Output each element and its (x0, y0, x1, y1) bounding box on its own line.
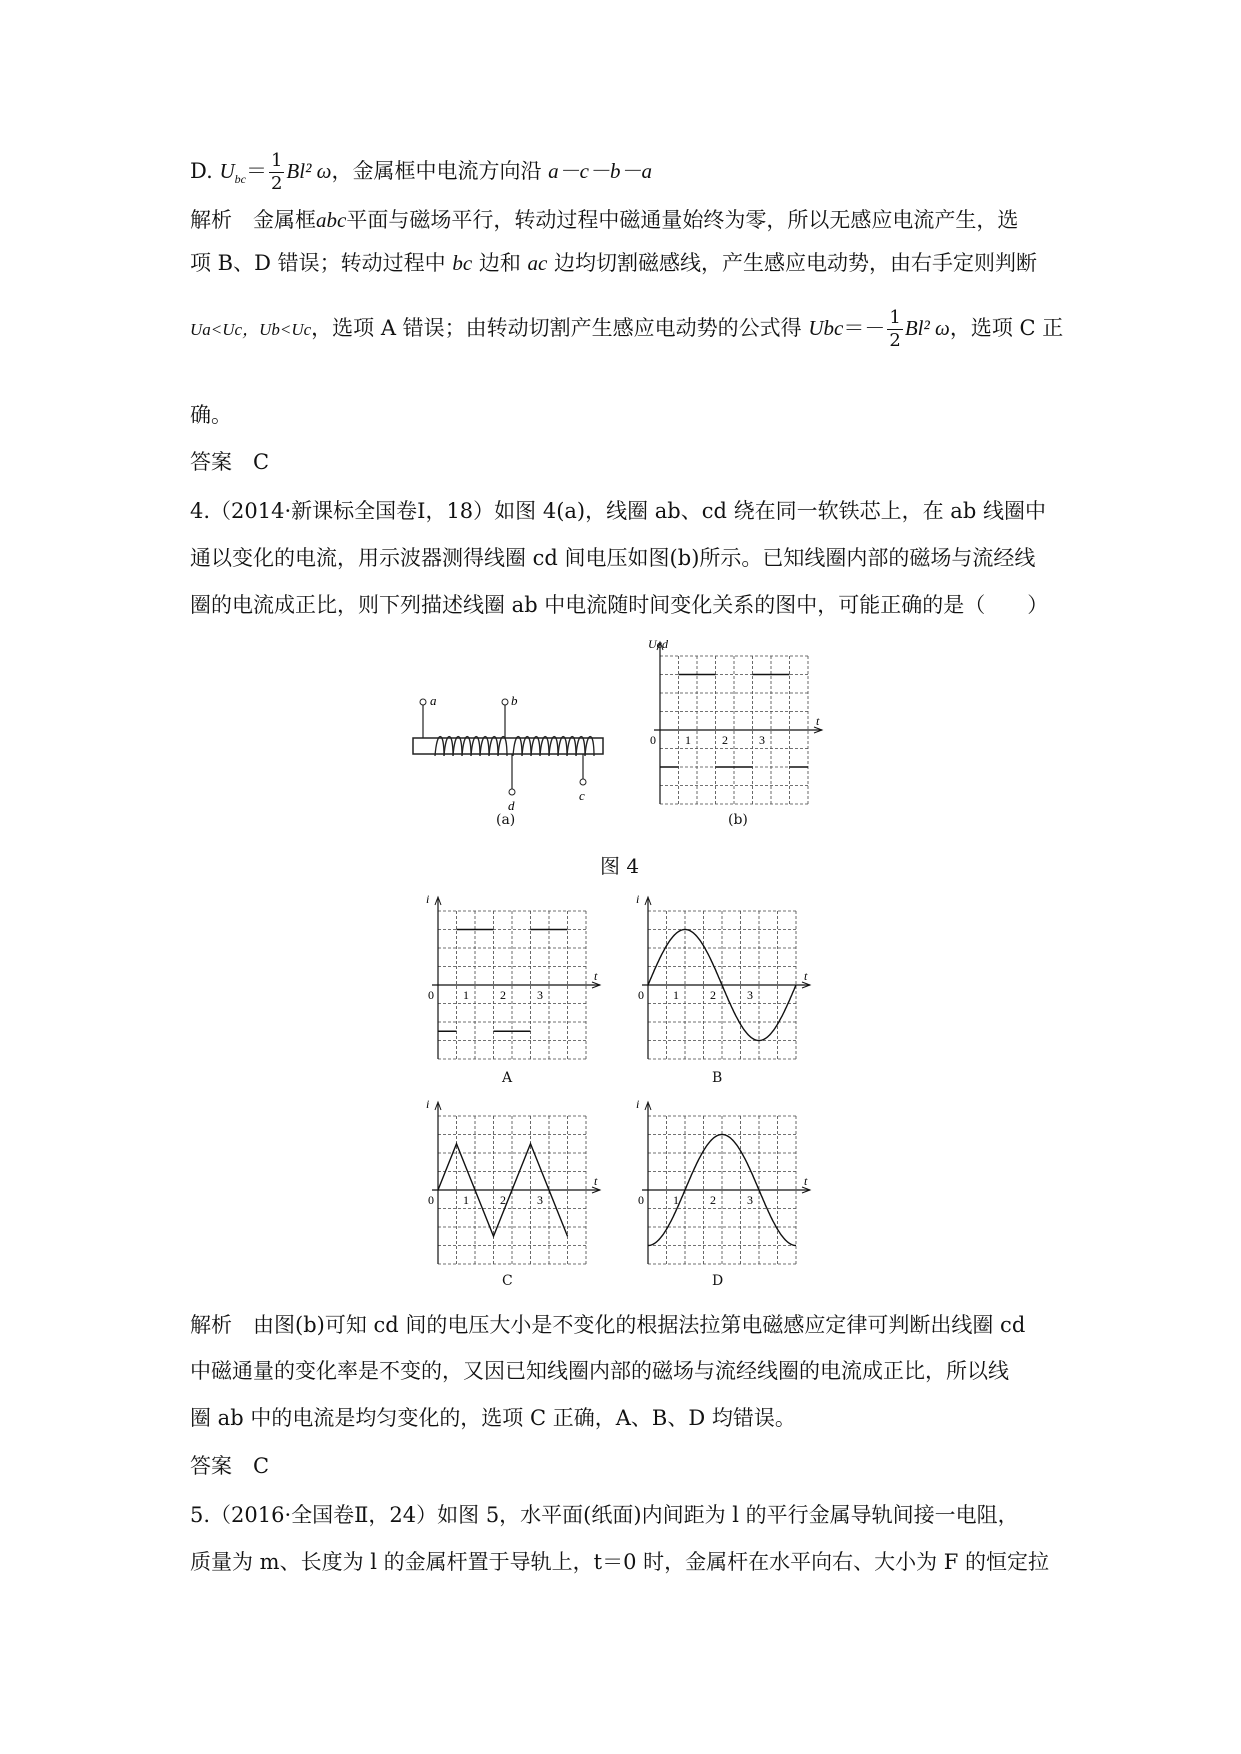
answer-label: 答案 (190, 450, 232, 474)
tick-label: 3 (537, 988, 543, 1002)
text: abc (316, 208, 347, 232)
coil-turn (549, 737, 558, 757)
y-axis-label: i (636, 1097, 640, 1111)
y-axis-label: i (426, 892, 430, 906)
coil-turn (576, 737, 585, 757)
option-graph-a (420, 892, 605, 1060)
coil-turn (522, 737, 531, 757)
text: ，选项 C 正 (949, 316, 1064, 340)
coil-label-c: c (579, 788, 585, 803)
x-axis-label: t (804, 1174, 808, 1188)
option-label-b: B (712, 1070, 723, 1086)
tick-label: 3 (537, 1193, 543, 1207)
q4-line3: 圈的电流成正比，则下列描述线圈 ab 中电流随时间变化关系的图中，可能正确的是（ ） (190, 593, 1049, 617)
coil-label-a: a (430, 693, 437, 708)
coil-turn (558, 737, 567, 757)
option-label-c: C (502, 1273, 513, 1289)
answer3 (190, 447, 269, 477)
figure-4b-label: (b) (728, 812, 748, 828)
q5-line1: 5.（2016·全国卷Ⅱ，24）如图 5，水平面(纸面)内间距为 l 的平行金属导轨间接一电阻， (190, 1503, 1019, 1527)
option-label-d: D (712, 1273, 724, 1289)
coil-turn (480, 737, 489, 757)
origin-label: 0 (638, 1193, 644, 1207)
text: 金属框 (253, 208, 316, 232)
tick-label: 2 (710, 988, 716, 1002)
analysis4-line3: 圈 ab 中的电流是均匀变化的，选项 C 正确，A、B、D 均错误。 (190, 1406, 796, 1430)
option-label-a: A (502, 1070, 513, 1086)
x-axis-label: t (816, 714, 820, 728)
text: 边和 (478, 251, 521, 275)
option-d-fraction: $\frac{1}{2}$ (270, 150, 283, 194)
coil-turn (435, 737, 444, 757)
analysis4-line2: 中磁通量的变化率是不变的，又因已知线圈内部的磁场与流经线圈的电流成正比，所以线 (190, 1359, 1009, 1383)
analysis-label: 解析 (190, 208, 232, 232)
text: Ubc (808, 316, 844, 340)
coil-turn (513, 737, 522, 757)
analysis3-line2 (190, 248, 1037, 278)
answer4 (190, 1451, 269, 1481)
analysis3-line4: 确。 (190, 403, 232, 427)
option-d-u: U (219, 159, 235, 183)
figure-4-caption: 图 4 (600, 854, 640, 878)
tick-label: 3 (759, 733, 765, 747)
coil-turn (453, 737, 462, 757)
q4-line2: 通以变化的电流，用示波器测得线圈 cd 间电压如图(b)所示。已知线圈内部的磁场与流经线 (190, 546, 1036, 570)
analysis-label: 解析 (190, 1313, 232, 1337)
coil-label-b: b (511, 693, 518, 708)
figure-4a-label: (a) (496, 812, 516, 828)
option-d-u-sub: bc (234, 172, 246, 186)
y-axis-label: i (636, 892, 640, 906)
option-graph-c (420, 1097, 605, 1265)
text: 项 B、D 错误；转动过程中 (190, 251, 446, 275)
figure-4a-coil (405, 690, 610, 830)
tick-label: 3 (747, 988, 753, 1002)
q4-line1: 4.（2014·新课标全国卷Ⅰ，18）如图 4(a)，线圈 ab、cd 绕在同一软铁芯上，在 ab 线圈中 (190, 499, 1046, 523)
x-axis-label: t (594, 1174, 598, 1188)
text: bc (452, 251, 473, 275)
fraction: $\frac{1}{2}$ (889, 307, 901, 351)
analysis4-line1 (190, 1310, 1025, 1340)
text: 由图(b)可知 cd 间的电压大小是不变化的根据法拉第电磁感应定律可判断出线圈 cd (253, 1313, 1026, 1337)
q5-line2: 质量为 m、长度为 l 的金属杆置于导轨上，t＝0 时，金属杆在水平向右、大小为 F 的恒定拉 (190, 1550, 1050, 1574)
origin-label: 0 (428, 988, 434, 1002)
coil-turn (540, 737, 549, 757)
y-axis-label: i (426, 1097, 430, 1111)
option-graph-b (630, 892, 815, 1060)
analysis3-line1 (190, 205, 1018, 235)
option-graph-d (630, 1097, 815, 1265)
tick-label: 1 (673, 988, 679, 1002)
y-axis-label: Ucd (648, 637, 668, 651)
coil-turn (462, 737, 471, 757)
coil-turn (585, 737, 594, 757)
tick-label: 1 (673, 1193, 679, 1207)
origin-label: 0 (638, 988, 644, 1002)
text: ac (527, 251, 548, 275)
coil-turn (471, 737, 480, 757)
origin-label: 0 (650, 733, 656, 747)
text: Ua<Uc，Ub<Uc (190, 320, 312, 339)
coil-label-d: d (508, 798, 515, 813)
tick-label: 1 (463, 1193, 469, 1207)
answer-label: 答案 (190, 1454, 232, 1478)
x-axis-label: t (804, 969, 808, 983)
option-d-formula: Bl² ω (286, 159, 332, 183)
text: 平面与磁场平行，转动过程中磁通量始终为零，所以无感应电流产生，选 (346, 208, 1019, 232)
origin-label: 0 (428, 1193, 434, 1207)
answer-value: C (253, 450, 270, 474)
tick-label: 1 (463, 988, 469, 1002)
analysis3-line3 (190, 307, 1063, 352)
figure-4b-graph (640, 637, 840, 810)
coil-turn (444, 737, 453, 757)
text: ＝－ (843, 316, 886, 340)
option-d-path: a－c－b－a (548, 159, 652, 183)
coil-turn (531, 737, 540, 757)
option-d-prefix: D. (190, 159, 213, 183)
option-d: D. $U_{bc}=$ $\frac{1}{2}$ Bl² ω，金属框中电流方向沿 a－c－b－a (190, 150, 652, 194)
tick-label: 2 (500, 1193, 506, 1207)
coil-turn (567, 737, 576, 757)
tick-label: 2 (710, 1193, 716, 1207)
option-d-text: ，金属框中电流方向沿 (331, 159, 542, 183)
tick-label: 3 (747, 1193, 753, 1207)
text: 边均切割磁感线，产生感应电动势，由右手定则判断 (554, 251, 1038, 275)
text: Bl² ω (904, 316, 950, 340)
tick-label: 1 (685, 733, 691, 747)
x-axis-label: t (594, 969, 598, 983)
coil-turn (489, 737, 498, 757)
tick-label: 2 (500, 988, 506, 1002)
answer-value: C (253, 1454, 270, 1478)
tick-label: 2 (722, 733, 728, 747)
coil-turn (498, 737, 507, 757)
text: ，选项 A 错误；由转动切割产生感应电动势的公式得 (311, 316, 802, 340)
